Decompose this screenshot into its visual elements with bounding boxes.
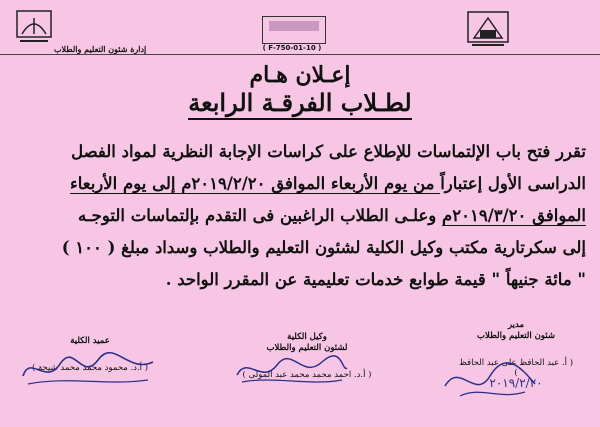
- body-line-3-rest: وعلـى الطلاب الراغبين فى التقدم بإلتماسات التوجـه: [77, 206, 443, 225]
- form-stamp-band: [269, 21, 319, 31]
- audience-title: [0, 88, 600, 117]
- announcement-body: [28, 136, 586, 296]
- body-line-1: تقرر فتح باب الإلتماسات للإطلاع على كراسات الإجابة النظرية لمواد الفصل: [71, 142, 586, 161]
- signature-vice-dean-name: ( أ.د. احمد محمد محمد عبد المولى ): [242, 370, 372, 380]
- signature-director-name: ( أ. عبد الحافظ على عبد الحافظ ): [458, 358, 574, 378]
- body-line-2: [28, 168, 586, 200]
- signature-dean-scribble-icon: [18, 346, 158, 390]
- signature-director-title: مدير: [507, 320, 525, 330]
- signature-director-date: ٢٠١٩/٢/٢٠: [489, 376, 543, 390]
- signature-vice-dean-role: لشئون التعليم والطلاب: [266, 343, 348, 353]
- audience-title-text: لطـلاب الفرقـة الرابعة: [188, 88, 411, 120]
- body-line-4: إلى سكرتارية مكتب وكيل الكلية لشئون التعليم والطلاب وسداد مبلغ ( ١٠٠ ): [61, 238, 586, 257]
- university-logo-icon: [466, 10, 510, 50]
- body-line-2-dates: من يوم الأربعاء الموافق ٢٠١٩/٢/٢٠م إلى يوم الأربعاء: [69, 174, 441, 193]
- header-divider: [0, 54, 600, 55]
- body-line-2-start: الدراسى الأول إعتباراً: [440, 174, 586, 193]
- signature-vice-dean-title: وكيل الكلية: [287, 332, 327, 342]
- signature-dean-name: ( أ.د. محمود محمد محمد شيحة ): [31, 363, 149, 373]
- letterhead: [0, 0, 600, 62]
- form-stamp-box: [262, 16, 326, 44]
- signature-dean-title: عميد الكلية: [70, 336, 110, 346]
- faculty-logo-icon: [14, 8, 54, 44]
- form-code: ( F-750-01-10 ): [262, 44, 322, 52]
- body-line-3-date: الموافق ٢٠١٩/٣/٢٠م: [442, 206, 586, 225]
- announcement-title: إعـلان هـام: [249, 62, 351, 88]
- body-line-3: [28, 200, 586, 232]
- body-line-5: " مائة جنيهاً " قيمة طوابع خدمات تعليمية عن المقرر الواحد .: [165, 270, 586, 289]
- department-name: إدارة شئون التعليم والطلاب: [54, 44, 147, 54]
- signature-director-scribble-icon: [440, 356, 540, 406]
- signature-vice-dean-scribble-icon: [232, 350, 352, 390]
- signature-director-role: شئون التعليم والطلاب: [477, 331, 555, 341]
